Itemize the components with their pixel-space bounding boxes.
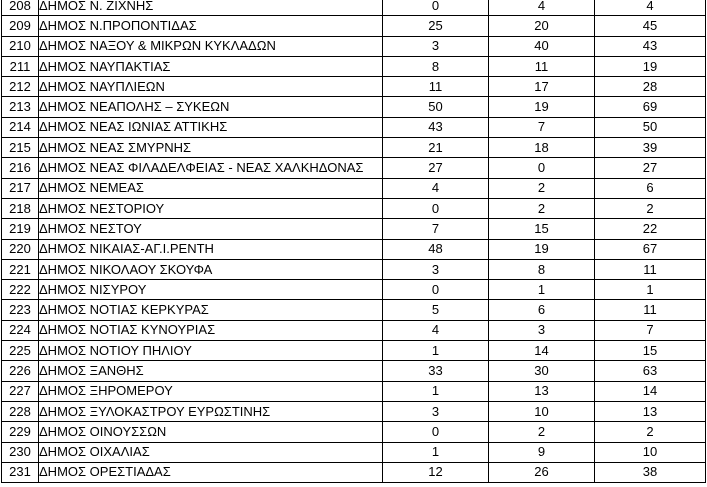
row-number-cell: 229: [2, 422, 39, 442]
value-b-cell: 2: [489, 198, 595, 218]
municipality-name-cell: ΔΗΜΟΣ ΝΕΣΤΟΡΙΟΥ: [39, 198, 383, 218]
total-cell: 10: [595, 442, 706, 462]
total-cell: 19: [595, 56, 706, 76]
municipality-name-cell: ΔΗΜΟΣ ΝΙΚΟΛΑΟΥ ΣΚΟΥΦΑ: [39, 259, 383, 279]
municipality-name-cell: ΔΗΜΟΣ ΟΙΧΑΛΙΑΣ: [39, 442, 383, 462]
row-number-cell: 218: [2, 198, 39, 218]
row-number-cell: 224: [2, 320, 39, 340]
table-row: [2, 341, 706, 361]
municipality-name-cell: ΔΗΜΟΣ ΝΟΤΙΑΣ ΚΕΡΚΥΡΑΣ: [39, 300, 383, 320]
table-row: [2, 280, 706, 300]
value-a-cell: 33: [383, 361, 489, 381]
table-row: [2, 97, 706, 117]
municipality-name-cell: ΔΗΜΟΣ ΝΕΑΣ ΣΜΥΡΝΗΣ: [39, 138, 383, 158]
total-cell: 38: [595, 462, 706, 482]
table-row: [2, 462, 706, 482]
value-a-cell: 1: [383, 341, 489, 361]
total-cell: 69: [595, 97, 706, 117]
row-number-cell: 216: [2, 158, 39, 178]
municipality-name-cell: ΔΗΜΟΣ ΝΕΑΣ ΦΙΛΑΔΕΛΦΕΙΑΣ - ΝΕΑΣ ΧΑΛΚΗΔΟΝΑΣ: [39, 158, 383, 178]
value-a-cell: 1: [383, 381, 489, 401]
table-row: [2, 0, 706, 16]
total-cell: 43: [595, 36, 706, 56]
value-b-cell: 15: [489, 219, 595, 239]
total-cell: 22: [595, 219, 706, 239]
table-row: [2, 300, 706, 320]
municipality-name-cell: ΔΗΜΟΣ ΝΕΑΣ ΙΩΝΙΑΣ ΑΤΤΙΚΗΣ: [39, 117, 383, 137]
row-number-cell: 213: [2, 97, 39, 117]
value-b-cell: 8: [489, 259, 595, 279]
table-row: [2, 259, 706, 279]
value-a-cell: 4: [383, 320, 489, 340]
value-b-cell: 17: [489, 77, 595, 97]
value-b-cell: 19: [489, 97, 595, 117]
row-number-cell: 223: [2, 300, 39, 320]
total-cell: 6: [595, 178, 706, 198]
municipality-name-cell: ΔΗΜΟΣ ΞΥΛΟΚΑΣΤΡΟΥ ΕΥΡΩΣΤΙΝΗΣ: [39, 401, 383, 421]
total-cell: 4: [595, 0, 706, 16]
municipality-name-cell: ΔΗΜΟΣ ΝΑΥΠΑΚΤΙΑΣ: [39, 56, 383, 76]
value-a-cell: 3: [383, 401, 489, 421]
total-cell: 11: [595, 300, 706, 320]
table-row: [2, 361, 706, 381]
row-number-cell: 220: [2, 239, 39, 259]
total-cell: 50: [595, 117, 706, 137]
municipality-name-cell: ΔΗΜΟΣ ΝΙΚΑΙΑΣ-ΑΓ.Ι.ΡΕΝΤΗ: [39, 239, 383, 259]
table-row: [2, 422, 706, 442]
value-b-cell: 7: [489, 117, 595, 137]
value-a-cell: 50: [383, 97, 489, 117]
value-b-cell: 2: [489, 422, 595, 442]
value-a-cell: 0: [383, 198, 489, 218]
total-cell: 39: [595, 138, 706, 158]
row-number-cell: 212: [2, 77, 39, 97]
table-row: [2, 158, 706, 178]
table-row: [2, 401, 706, 421]
row-number-cell: 230: [2, 442, 39, 462]
table-row: [2, 16, 706, 36]
value-b-cell: 0: [489, 158, 595, 178]
municipality-name-cell: ΔΗΜΟΣ Ν. ΖΙΧΝΗΣ: [39, 0, 383, 16]
municipality-name-cell: ΔΗΜΟΣ ΟΙΝΟΥΣΣΩΝ: [39, 422, 383, 442]
total-cell: 13: [595, 401, 706, 421]
value-a-cell: 48: [383, 239, 489, 259]
table-row: [2, 381, 706, 401]
value-b-cell: 4: [489, 0, 595, 16]
value-b-cell: 26: [489, 462, 595, 482]
value-a-cell: 4: [383, 178, 489, 198]
value-b-cell: 40: [489, 36, 595, 56]
total-cell: 67: [595, 239, 706, 259]
table-row: [2, 442, 706, 462]
municipality-name-cell: ΔΗΜΟΣ ΝΟΤΙΑΣ ΚΥΝΟΥΡΙΑΣ: [39, 320, 383, 340]
value-b-cell: 11: [489, 56, 595, 76]
table-body: [2, 0, 706, 483]
total-cell: 2: [595, 422, 706, 442]
value-a-cell: 7: [383, 219, 489, 239]
row-number-cell: 208: [2, 0, 39, 16]
value-b-cell: 19: [489, 239, 595, 259]
table-row: [2, 56, 706, 76]
table-row: [2, 198, 706, 218]
municipality-name-cell: ΔΗΜΟΣ ΝΕΣΤΟΥ: [39, 219, 383, 239]
municipality-name-cell: ΔΗΜΟΣ ΞΑΝΘΗΣ: [39, 361, 383, 381]
row-number-cell: 221: [2, 259, 39, 279]
municipality-name-cell: ΔΗΜΟΣ ΞΗΡΟΜΕΡΟΥ: [39, 381, 383, 401]
value-a-cell: 0: [383, 280, 489, 300]
value-a-cell: 21: [383, 138, 489, 158]
value-a-cell: 11: [383, 77, 489, 97]
value-a-cell: 12: [383, 462, 489, 482]
value-b-cell: 2: [489, 178, 595, 198]
table-row: [2, 117, 706, 137]
value-a-cell: 25: [383, 16, 489, 36]
value-b-cell: 1: [489, 280, 595, 300]
municipality-name-cell: ΔΗΜΟΣ ΝΑΞΟΥ & ΜΙΚΡΩΝ ΚΥΚΛΑΔΩΝ: [39, 36, 383, 56]
row-number-cell: 214: [2, 117, 39, 137]
value-b-cell: 14: [489, 341, 595, 361]
value-b-cell: 9: [489, 442, 595, 462]
total-cell: 2: [595, 198, 706, 218]
table-row: [2, 239, 706, 259]
municipality-name-cell: ΔΗΜΟΣ ΝΙΣΥΡΟΥ: [39, 280, 383, 300]
value-a-cell: 1: [383, 442, 489, 462]
row-number-cell: 209: [2, 16, 39, 36]
municipality-name-cell: ΔΗΜΟΣ ΟΡΕΣΤΙΑΔΑΣ: [39, 462, 383, 482]
value-a-cell: 5: [383, 300, 489, 320]
row-number-cell: 231: [2, 462, 39, 482]
municipality-table: [1, 0, 706, 483]
value-a-cell: 3: [383, 36, 489, 56]
value-b-cell: 3: [489, 320, 595, 340]
table-row: [2, 36, 706, 56]
value-a-cell: 8: [383, 56, 489, 76]
total-cell: 14: [595, 381, 706, 401]
value-b-cell: 6: [489, 300, 595, 320]
value-b-cell: 30: [489, 361, 595, 381]
total-cell: 63: [595, 361, 706, 381]
value-a-cell: 3: [383, 259, 489, 279]
total-cell: 7: [595, 320, 706, 340]
total-cell: 1: [595, 280, 706, 300]
municipality-name-cell: ΔΗΜΟΣ Ν.ΠΡΟΠΟΝΤΙΔΑΣ: [39, 16, 383, 36]
table-row: [2, 219, 706, 239]
value-a-cell: 0: [383, 422, 489, 442]
table-row: [2, 178, 706, 198]
value-b-cell: 18: [489, 138, 595, 158]
row-number-cell: 225: [2, 341, 39, 361]
total-cell: 28: [595, 77, 706, 97]
row-number-cell: 210: [2, 36, 39, 56]
municipality-name-cell: ΔΗΜΟΣ ΝΑΥΠΛΙΕΩΝ: [39, 77, 383, 97]
row-number-cell: 226: [2, 361, 39, 381]
value-b-cell: 10: [489, 401, 595, 421]
municipality-name-cell: ΔΗΜΟΣ ΝΟΤΙΟΥ ΠΗΛΙΟΥ: [39, 341, 383, 361]
row-number-cell: 228: [2, 401, 39, 421]
row-number-cell: 222: [2, 280, 39, 300]
value-a-cell: 0: [383, 0, 489, 16]
row-number-cell: 217: [2, 178, 39, 198]
row-number-cell: 227: [2, 381, 39, 401]
table-row: [2, 320, 706, 340]
municipality-name-cell: ΔΗΜΟΣ ΝΕΜΕΑΣ: [39, 178, 383, 198]
total-cell: 45: [595, 16, 706, 36]
value-b-cell: 20: [489, 16, 595, 36]
row-number-cell: 219: [2, 219, 39, 239]
value-a-cell: 27: [383, 158, 489, 178]
municipality-name-cell: ΔΗΜΟΣ ΝΕΑΠΟΛΗΣ – ΣΥΚΕΩΝ: [39, 97, 383, 117]
value-b-cell: 13: [489, 381, 595, 401]
total-cell: 11: [595, 259, 706, 279]
total-cell: 27: [595, 158, 706, 178]
value-a-cell: 43: [383, 117, 489, 137]
row-number-cell: 211: [2, 56, 39, 76]
row-number-cell: 215: [2, 138, 39, 158]
total-cell: 15: [595, 341, 706, 361]
table-row: [2, 77, 706, 97]
table-row: [2, 138, 706, 158]
